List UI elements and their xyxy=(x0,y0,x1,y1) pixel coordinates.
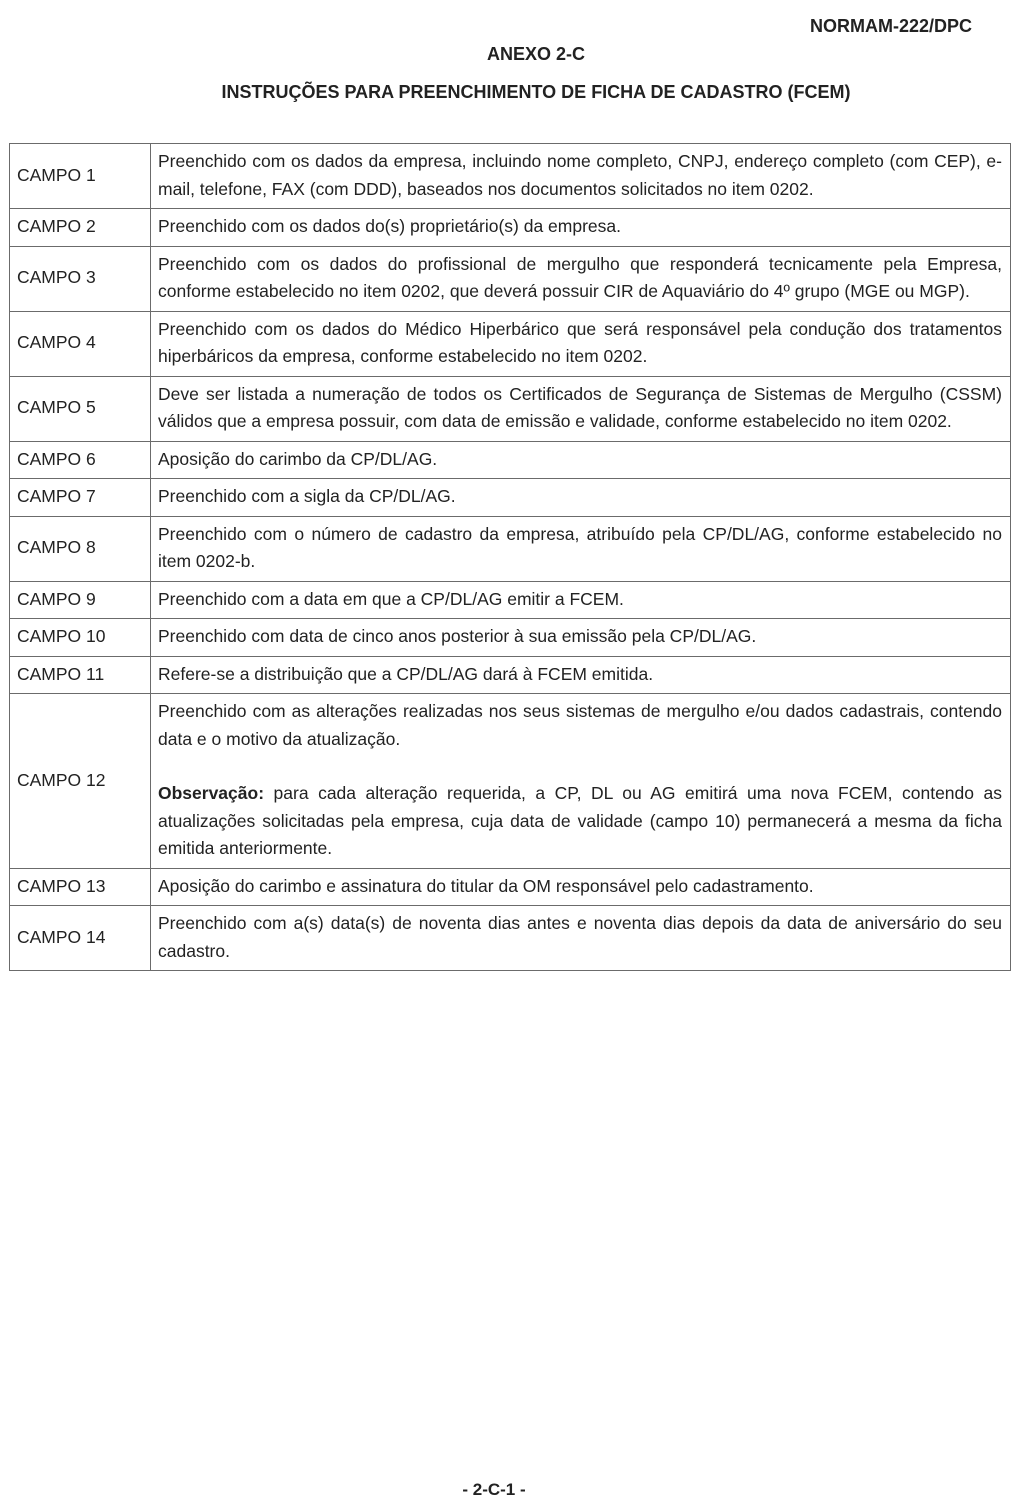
field-label: CAMPO 10 xyxy=(10,619,151,657)
field-label: CAMPO 12 xyxy=(10,694,151,869)
field-label: CAMPO 2 xyxy=(10,209,151,247)
table-row xyxy=(10,311,1011,376)
field-label: CAMPO 4 xyxy=(10,311,151,376)
field-label: CAMPO 11 xyxy=(10,656,151,694)
table-row xyxy=(10,441,1011,479)
field-description-text: Preenchido com as alterações realizadas nos seus sistemas de mergulho e/ou dados cadastrais, contendo data e o motivo da atualização. xyxy=(158,701,1002,749)
paragraph-gap xyxy=(158,753,1002,780)
field-description: Preenchido com os dados do(s) proprietário(s) da empresa. xyxy=(151,209,1011,247)
field-description: Preenchido com o número de cadastro da empresa, atribuído pela CP/DL/AG, conforme estabelecido no item 0202-b. xyxy=(151,516,1011,581)
note-text: para cada alteração requerida, a CP, DL ou AG emitirá uma nova FCEM, contendo as atualizações solicitadas pela empresa, cuja data de validade (campo 10) permanecerá a mesma da ficha emitida anteriormente. xyxy=(158,783,1002,858)
field-note xyxy=(158,780,1002,863)
field-description: Preenchido com data de cinco anos posterior à sua emissão pela CP/DL/AG. xyxy=(151,619,1011,657)
table-row xyxy=(10,144,1011,209)
table-row xyxy=(10,694,1011,869)
field-description: Preenchido com a data em que a CP/DL/AG emitir a FCEM. xyxy=(151,581,1011,619)
field-label: CAMPO 5 xyxy=(10,376,151,441)
field-label: CAMPO 6 xyxy=(10,441,151,479)
table-row xyxy=(10,209,1011,247)
field-description: Deve ser listada a numeração de todos os Certificados de Segurança de Sistemas de Mergulho (CSSM) válidos que a empresa possuir, com data de emissão e validade, conforme estabelecido no item 0202. xyxy=(151,376,1011,441)
field-label: CAMPO 14 xyxy=(10,906,151,971)
table-row xyxy=(10,246,1011,311)
table-row xyxy=(10,656,1011,694)
field-label: CAMPO 13 xyxy=(10,868,151,906)
fields-table xyxy=(9,143,1011,971)
page-number: - 2-C-1 - xyxy=(462,1480,526,1499)
document-code: NORMAM-222/DPC xyxy=(809,16,972,36)
table-row xyxy=(10,619,1011,657)
table-row xyxy=(10,376,1011,441)
table-row xyxy=(10,581,1011,619)
field-description: Preenchido com a sigla da CP/DL/AG. xyxy=(151,479,1011,517)
table-row xyxy=(10,868,1011,906)
field-description: Refere-se a distribuição que a CP/DL/AG dará à FCEM emitida. xyxy=(151,656,1011,694)
note-label: Observação: xyxy=(158,783,265,803)
field-description: Aposição do carimbo e assinatura do titular da OM responsável pelo cadastramento. xyxy=(151,868,1011,906)
table-row xyxy=(10,479,1011,517)
field-description: Preenchido com a(s) data(s) de noventa dias antes e noventa dias depois da data de aniversário do seu cadastro. xyxy=(151,906,1011,971)
field-label: CAMPO 1 xyxy=(10,144,151,209)
annex-subtitle: INSTRUÇÕES PARA PREENCHIMENTO DE FICHA DE CADASTRO (FCEM) xyxy=(221,82,851,102)
field-description: Preenchido com os dados do Médico Hiperbárico que será responsável pela condução dos tratamentos hiperbáricos da empresa, conforme estabelecido no item 0202. xyxy=(151,311,1011,376)
table-row xyxy=(10,516,1011,581)
field-label: CAMPO 3 xyxy=(10,246,151,311)
field-description: Aposição do carimbo da CP/DL/AG. xyxy=(151,441,1011,479)
field-description xyxy=(151,694,1011,869)
field-label: CAMPO 8 xyxy=(10,516,151,581)
field-description: Preenchido com os dados da empresa, incluindo nome completo, CNPJ, endereço completo (com CEP), e-mail, telefone, FAX (com DDD), baseados nos documentos solicitados no item 0202. xyxy=(151,144,1011,209)
field-description: Preenchido com os dados do profissional de mergulho que responderá tecnicamente pela Empresa, conforme estabelecido no item 0202, que deverá possuir CIR de Aquaviário do 4º grupo (MGE ou MGP). xyxy=(151,246,1011,311)
field-label: CAMPO 9 xyxy=(10,581,151,619)
table-row xyxy=(10,906,1011,971)
field-label: CAMPO 7 xyxy=(10,479,151,517)
annex-title: ANEXO 2-C xyxy=(486,44,585,64)
